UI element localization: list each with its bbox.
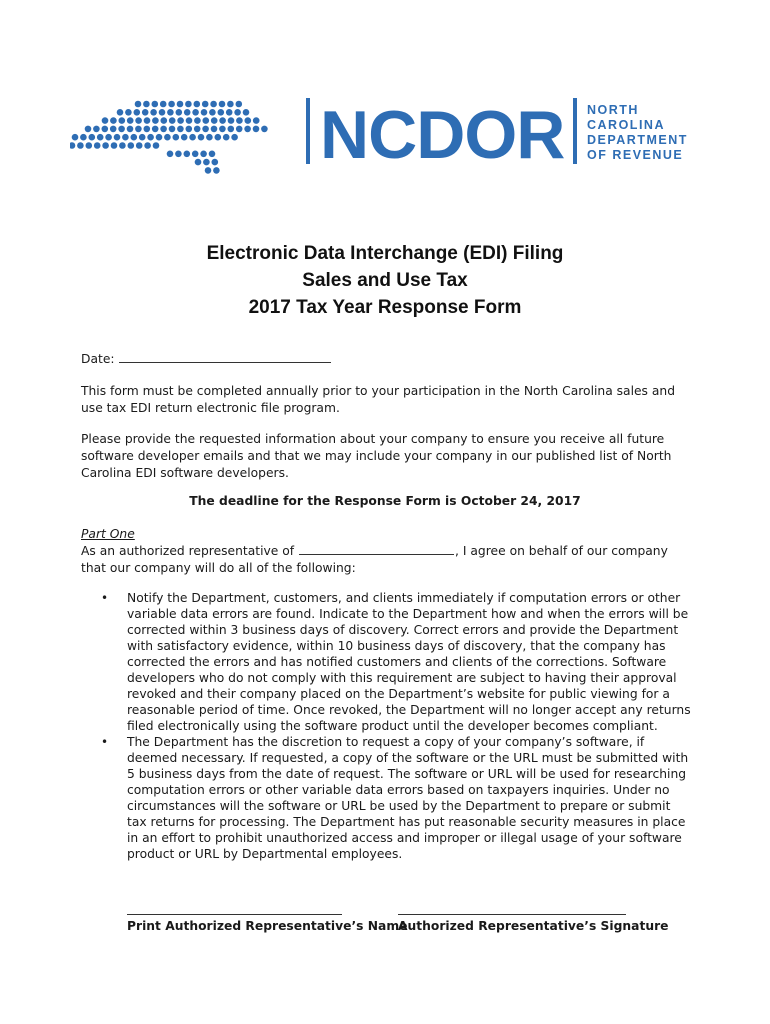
map-dot — [205, 167, 212, 174]
logo-divider-left — [306, 98, 310, 164]
logo-tagline-3: DEPARTMENT — [587, 133, 688, 147]
map-dot — [244, 126, 251, 133]
map-dot — [168, 101, 175, 108]
map-dot — [159, 109, 166, 116]
map-dot — [211, 117, 218, 124]
map-dot — [203, 159, 210, 166]
map-dot — [147, 134, 154, 141]
map-dot — [194, 101, 201, 108]
map-dot — [213, 167, 220, 174]
part-one-intro-before: As an authorized representative of — [81, 544, 295, 558]
map-dot — [128, 142, 135, 149]
map-dot — [261, 126, 268, 133]
map-dot — [102, 117, 109, 124]
map-dot — [198, 134, 205, 141]
requirements-list — [101, 590, 691, 862]
map-dot — [169, 117, 176, 124]
map-dot — [185, 101, 192, 108]
map-dot — [125, 109, 132, 116]
map-dot — [164, 134, 171, 141]
map-dot — [86, 142, 93, 149]
map-dot — [219, 101, 226, 108]
map-dot — [192, 151, 199, 158]
map-dot — [152, 126, 159, 133]
map-dot — [253, 117, 260, 124]
map-dot — [189, 134, 196, 141]
map-dot — [134, 109, 141, 116]
map-dot — [184, 109, 191, 116]
document-title — [0, 240, 770, 321]
map-dot — [215, 134, 222, 141]
map-dot — [136, 142, 143, 149]
title-line-1: Electronic Data Interchange (EDI) Filing — [206, 243, 564, 264]
map-dot — [236, 101, 243, 108]
map-dot — [161, 117, 168, 124]
logo-tagline-2: CAROLINA — [587, 118, 665, 132]
part-one-intro — [81, 542, 696, 577]
map-dot — [127, 126, 134, 133]
map-dot — [102, 126, 109, 133]
representative-name-label: Print Authorized Representative’s Name — [127, 919, 408, 933]
bullet-icon: • — [101, 735, 109, 749]
intro-paragraph-2: Please provide the requested information about your company to ensure you receive all future software developer emails and that we may include your company in our published list of North Carolina EDI software developers. — [81, 432, 672, 480]
map-dot — [167, 151, 174, 158]
map-dot — [72, 134, 79, 141]
map-dot — [111, 142, 118, 149]
map-dot — [203, 117, 210, 124]
map-dot — [200, 151, 207, 158]
map-dot — [131, 134, 138, 141]
map-dot — [202, 126, 209, 133]
map-dot — [89, 134, 96, 141]
map-dot — [195, 159, 202, 166]
map-dot — [110, 126, 117, 133]
deadline-notice: The deadline for the Response Form is October 24, 2017 — [189, 494, 581, 508]
map-dot — [85, 126, 92, 133]
ncdor-logo — [70, 92, 710, 192]
map-dot — [150, 109, 157, 116]
map-dot — [135, 126, 142, 133]
map-dot — [184, 151, 191, 158]
map-dot — [119, 142, 126, 149]
map-dot — [119, 117, 126, 124]
logo-wordmark: NCDOR — [320, 97, 565, 173]
map-dot — [186, 117, 193, 124]
map-dot — [176, 109, 183, 116]
logo-divider-right — [573, 98, 577, 164]
map-dot — [110, 117, 117, 124]
map-dot — [142, 109, 149, 116]
map-dot — [117, 109, 124, 116]
map-dot — [226, 109, 233, 116]
map-dot — [234, 109, 241, 116]
map-dot — [194, 126, 201, 133]
map-dot — [201, 109, 208, 116]
map-dot — [118, 126, 125, 133]
map-dot — [144, 126, 151, 133]
map-dot — [167, 109, 174, 116]
map-dot — [186, 126, 193, 133]
map-dot — [212, 159, 219, 166]
map-dot — [243, 109, 250, 116]
map-dot — [122, 134, 129, 141]
map-dot — [202, 101, 209, 108]
map-dot — [236, 117, 243, 124]
map-dot — [144, 117, 151, 124]
map-dot — [209, 151, 216, 158]
map-dot — [152, 101, 159, 108]
requirement-text: Notify the Department, customers, and clients immediately if computation errors or other variable data errors are found. Indicate to the Department how and when the errors will be corrected within 3 business days of discovery. Correct errors and provide the Department with satisfactory evidence, within 10 business days of discovery, that the company has corrected the errors and has notified customers and clients of the corrections. Software developers who do not comply with this requirement are subject to having their approval revoked and their company placed on the Department’s website for public viewing for a reasonable period of time. Once revoked, the Department will no longer accept any returns filed electronically using the software product until the developer becomes compliant. — [127, 591, 691, 733]
map-dot — [175, 151, 182, 158]
map-dot — [223, 134, 230, 141]
logo-tagline-4: OF REVENUE — [587, 148, 684, 162]
map-dot — [206, 134, 213, 141]
map-dot — [97, 134, 104, 141]
map-dot — [160, 126, 167, 133]
date-field[interactable] — [119, 350, 331, 363]
title-line-3: 2017 Tax Year Response Form — [248, 297, 522, 318]
map-dot — [114, 134, 121, 141]
map-dot — [194, 117, 201, 124]
list-item — [101, 734, 691, 862]
map-dot — [231, 134, 238, 141]
map-dot — [139, 134, 146, 141]
map-dot — [70, 142, 75, 149]
part-one-intro-after: , I agree on behalf of our company that our company will do all of the following: — [81, 544, 668, 575]
map-dot — [253, 126, 260, 133]
representative-signature-field[interactable] — [398, 914, 626, 915]
representative-signature-block — [398, 914, 669, 933]
requirement-text: The Department has the discretion to request a copy of your company’s software, if deemed necessary. If requested, a copy of the software or the URL must be submitted with 5 business days from the date of request. The software or URL will be used for researching computation errors or other variable data errors based on taxpayers inquiries. Under no circumstances will the software or URL be used by the Department to prepare or submit tax returns for processing. The Department has put reasonable security measures in place in an effort to prohibit unauthorized access and improper or illegal usage of your software product or URL by Departmental employees. — [127, 735, 689, 861]
map-dot — [77, 142, 84, 149]
map-dot — [94, 142, 101, 149]
map-dot — [236, 126, 243, 133]
map-dot — [102, 142, 109, 149]
map-dot — [156, 134, 163, 141]
map-dot — [219, 117, 226, 124]
map-dot — [173, 134, 180, 141]
map-dot — [192, 109, 199, 116]
map-dot — [93, 126, 100, 133]
map-dot — [160, 101, 167, 108]
map-dot — [135, 101, 142, 108]
representative-signature-label: Authorized Representative’s Signature — [398, 919, 669, 933]
map-dot — [169, 126, 176, 133]
map-dot — [153, 142, 160, 149]
map-dot — [228, 117, 235, 124]
nc-state-dot-map — [70, 101, 268, 174]
list-item — [101, 590, 691, 734]
map-dot — [228, 126, 235, 133]
map-dot — [80, 134, 87, 141]
map-dot — [181, 134, 188, 141]
map-dot — [210, 101, 217, 108]
map-dot — [127, 117, 134, 124]
map-dot — [218, 109, 225, 116]
map-dot — [152, 117, 159, 124]
map-dot — [144, 142, 151, 149]
map-dot — [177, 117, 184, 124]
map-dot — [177, 126, 184, 133]
map-dot — [219, 126, 226, 133]
date-label: Date: — [81, 352, 115, 366]
date-row — [81, 350, 696, 368]
representative-name-block — [127, 914, 408, 933]
logo-tagline-1: NORTH — [587, 103, 639, 117]
title-line-2: Sales and Use Tax — [302, 270, 468, 291]
bullet-icon: • — [101, 591, 109, 605]
part-one-heading: Part One — [81, 527, 135, 541]
company-name-field[interactable] — [299, 542, 454, 555]
intro-paragraph-1: This form must be completed annually prior to your participation in the North Carolina sales and use tax EDI return electronic file program. — [81, 384, 676, 415]
map-dot — [177, 101, 184, 108]
map-dot — [211, 126, 218, 133]
map-dot — [227, 101, 234, 108]
map-dot — [105, 134, 112, 141]
map-dot — [245, 117, 252, 124]
map-dot — [209, 109, 216, 116]
representative-name-field[interactable] — [127, 914, 342, 915]
map-dot — [135, 117, 142, 124]
map-dot — [143, 101, 150, 108]
